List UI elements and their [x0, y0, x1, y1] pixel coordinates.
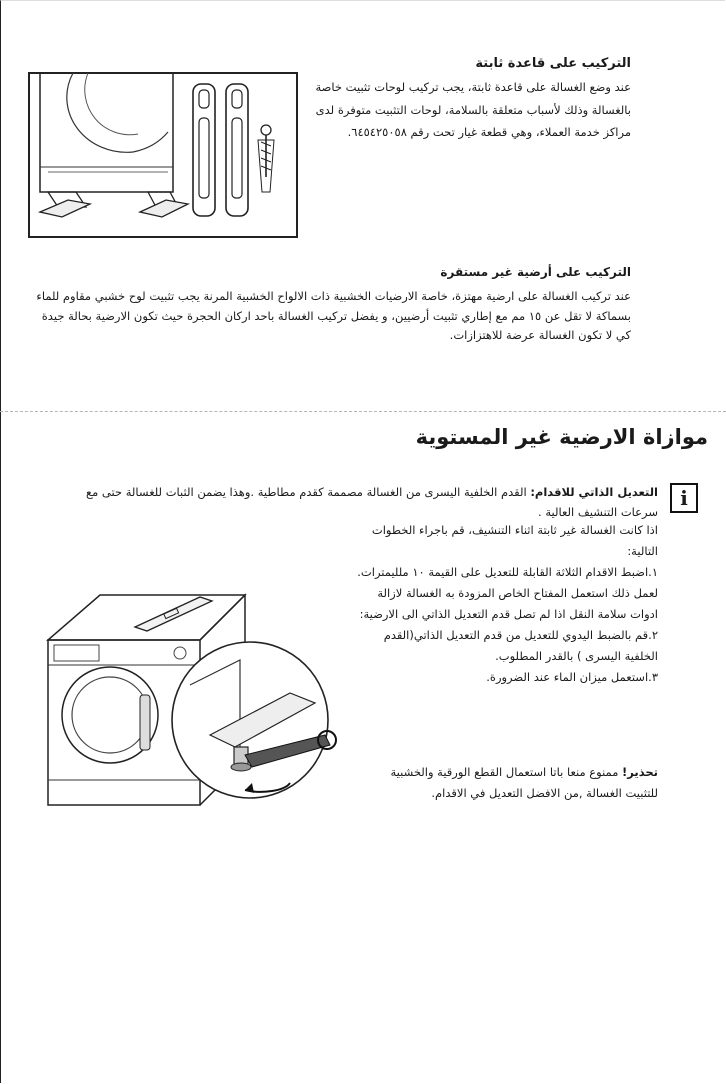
- fixed-base-body: عند وضع الغسالة على قاعدة ثابتة، يجب تركيب لوحات تثبيت خاصة بالغسالة وذلك لأسباب متعلقة بالسلامة، لوحات التثبيت متوفرة لدى مراكز خدمة العملاء، وهي قطعة غيار تحت رقم ٦٤٥٤٢٥٠٥٨.: [315, 80, 631, 139]
- self-adjusting-feet-paragraph: [73, 482, 658, 522]
- leveling-condition: اذا كانت الغسالة غير ثابتة اثناء التنشيف، قم باجراء الخطوات التالية:: [371, 523, 658, 558]
- warning-label: تحذير!: [622, 765, 658, 779]
- leveling-heading: موازاة الارضية غير المستوية: [415, 425, 708, 449]
- unstable-floor-body: عند تركيب الغسالة على ارضية مهتزة، خاصة الارضيات الخشبية ذات الالواح الخشبية المرنة يجب تثبيت لوح خشبي مقاوم للماء بسماكة لا تقل عن ١٥ مم مع إطاري تثبيت أرضيين، و يفضل تركيب الغسالة باحد اركان الحجرة حيث تكون الارضية بحالة جيدة كي لا تكون الغسالة عرضة للاهتزازات.: [36, 289, 631, 342]
- leveling-step-3: ٣.استعمل ميزان الماء عند الضرورة.: [486, 670, 658, 684]
- warning-text: ممنوع منعا باتا استعمال القطع الورقية والخشبية للتثبيت الغسالة ,من الافضل التعديل في الاقدام.: [390, 765, 658, 800]
- self-adjusting-feet-label: التعديل الذاتي للاقدام:: [530, 485, 658, 499]
- unstable-floor-title: التركيب على أرضية غير مستقرة: [440, 265, 631, 279]
- leveling-illustration: [40, 575, 340, 815]
- warning-paragraph: [356, 762, 658, 804]
- fixed-base-title: التركيب على قاعدة ثابتة: [475, 56, 631, 71]
- fixing-plates-illustration: [28, 72, 298, 238]
- info-icon: i: [670, 483, 698, 513]
- leveling-steps: [356, 520, 658, 688]
- leveling-step-1: ١.اضبط الاقدام الثلاثة القابلة للتعديل على القيمة ١٠ ملليمترات. لعمل ذلك استعمل المفتاح الخاص المزودة به الغسالة لازالة ادوات سلامة النقل اذا لم تصل قدم التعديل الذاتي الى الارضية:: [357, 565, 658, 621]
- leveling-step-2: ٢.قم بالضبط اليدوي للتعديل من قدم التعديل الذاتي(القدم الخلفية اليسرى ) بالقدر المطلوب.: [383, 628, 658, 663]
- section-divider: [0, 411, 726, 412]
- self-adjusting-feet-text: القدم الخلفية اليسرى من الغسالة مصممة كقدم مطاطية .وهذا يضمن الثبات للغسالة حتى مع سرعات التنشيف العالية .: [86, 485, 658, 519]
